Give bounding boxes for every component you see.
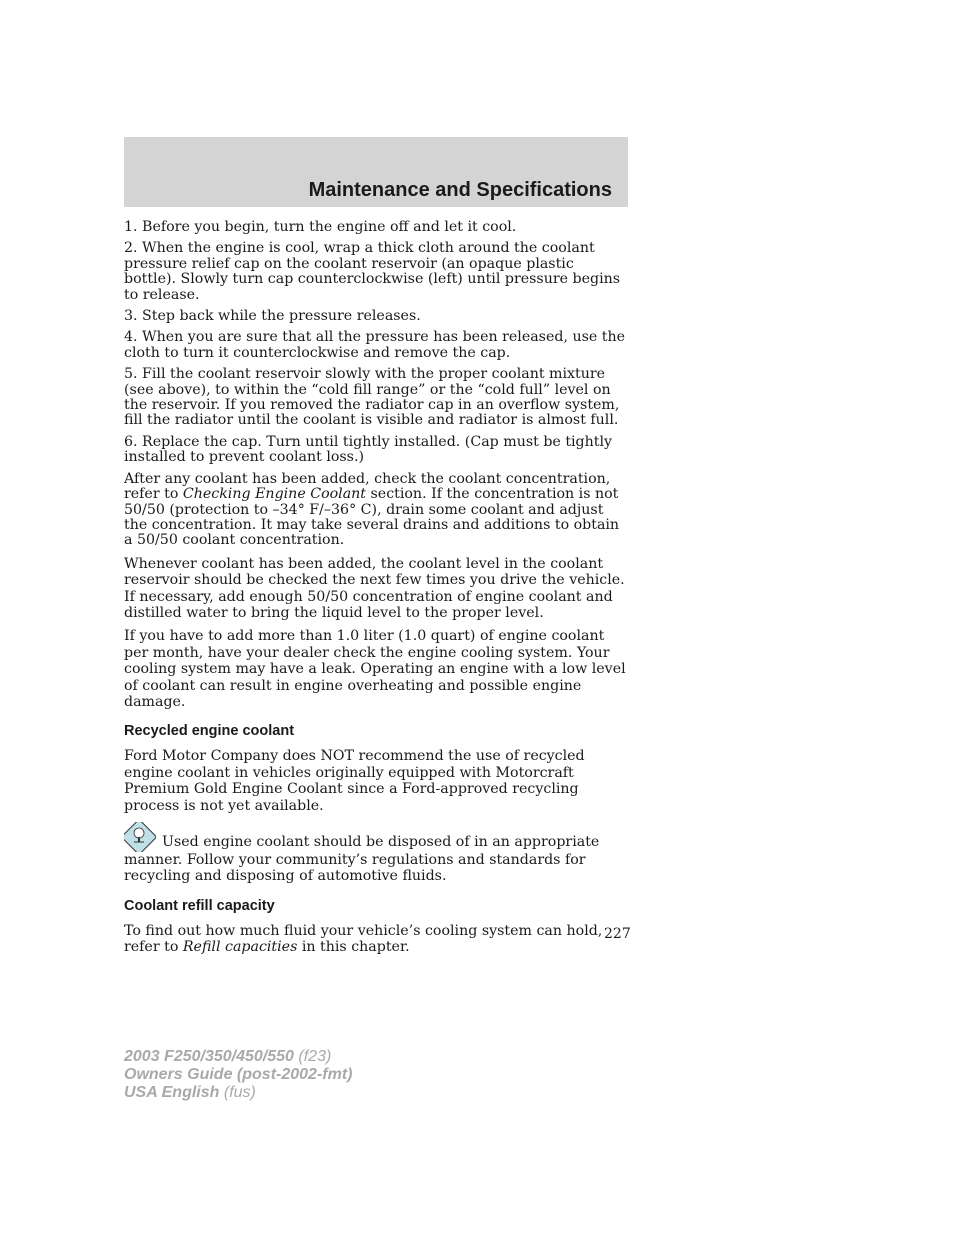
footer-model-line (124, 1048, 352, 1066)
footer-language-code: (fus) (223, 1084, 256, 1101)
step-3: 3. Step back while the pressure releases. (124, 308, 421, 325)
disposal-note (124, 822, 628, 885)
concentration-paragraph (124, 472, 628, 549)
section-header-band (124, 137, 628, 207)
recycled-coolant-heading: Recycled engine coolant (124, 723, 295, 740)
recycled-coolant-paragraph: Ford Motor Company does NOT recommend the use of recycled engine coolant in vehicles originally equipped with Motorcraft Premium Gold Engine Coolant since a Ford-approved recycling process is not yet available. (124, 748, 585, 814)
refill-text-after: in this chapter. (297, 939, 410, 956)
page-content (124, 219, 631, 962)
section-title: Maintenance and Specifications (308, 179, 612, 201)
recycle-tree-icon (124, 822, 156, 852)
step-2: 2. When the engine is cool, wrap a thick cloth around the coolant pressure relief cap on the coolant reservoir (an opaque plastic bottle). Slowly turn cap counterclockwise (left) until pressure begins to release. (124, 240, 621, 303)
whenever-paragraph: Whenever coolant has been added, the coolant level in the coolant reservoir should be checked the next few times you drive the vehicle. If necessary, add enough 50/50 concentration of engine coolant and distilled water to bring the liquid level to the proper level. (124, 555, 625, 621)
document-footer (124, 1048, 352, 1102)
step-4: 4. When you are sure that all the pressure has been released, use the cloth to turn it counterclockwise and remove the cap. (124, 329, 626, 361)
footer-model: 2003 F250/350/450/550 (124, 1048, 294, 1065)
footer-guide-line: Owners Guide (post-2002-fmt) (124, 1066, 353, 1083)
footer-language: USA English (124, 1084, 220, 1101)
checking-engine-coolant-reference: Checking Engine Coolant (182, 486, 367, 503)
footer-language-line (124, 1084, 352, 1102)
step-6: 6. Replace the cap. Turn until tightly installed. (Cap must be tightly installed to prevent coolant loss.) (124, 433, 613, 466)
concentration-text-after: section. If the concentration is not 50/50 (protection to –34° F/–36° C), drain some coolant and adjust the concentration. It may take several drains and additions to obtain a 50/50 coolant concentration. (124, 486, 620, 549)
step-5: 5. Fill the coolant reservoir slowly with the proper coolant mixture (see above), to within the “cold fill range” or the “cold full” level on the reservoir. If you removed the radiator cap in an overflow system, fill the radiator until the coolant is visible and radiator is almost full. (124, 366, 620, 429)
step-1: 1. Before you begin, turn the engine off and let it cool. (124, 219, 517, 235)
page-number: 227 (604, 926, 631, 942)
refill-capacity-heading: Coolant refill capacity (124, 897, 275, 914)
refill-capacities-reference: Refill capacities (182, 939, 298, 956)
refill-capacity-paragraph (124, 922, 631, 956)
refill-text-before: To find out how much fluid your vehicle’s cooling system can hold, refer to (124, 922, 603, 956)
disposal-note-text: Used engine coolant should be disposed of in an appropriate manner. Follow your community’s regulations and standards for recycling and disposing of automotive fluids. (124, 834, 600, 885)
liter-paragraph: If you have to add more than 1.0 liter (1.0 quart) of engine coolant per month, have your dealer check the engine cooling system. Your cooling system may have a leak. Operating an engine with a low level of coolant can result in engine overheating and possible engine damage. (124, 628, 626, 710)
concentration-text-before: After any coolant has been added, check the coolant concentration, refer to (124, 470, 611, 503)
footer-model-code: (f23) (298, 1048, 332, 1065)
